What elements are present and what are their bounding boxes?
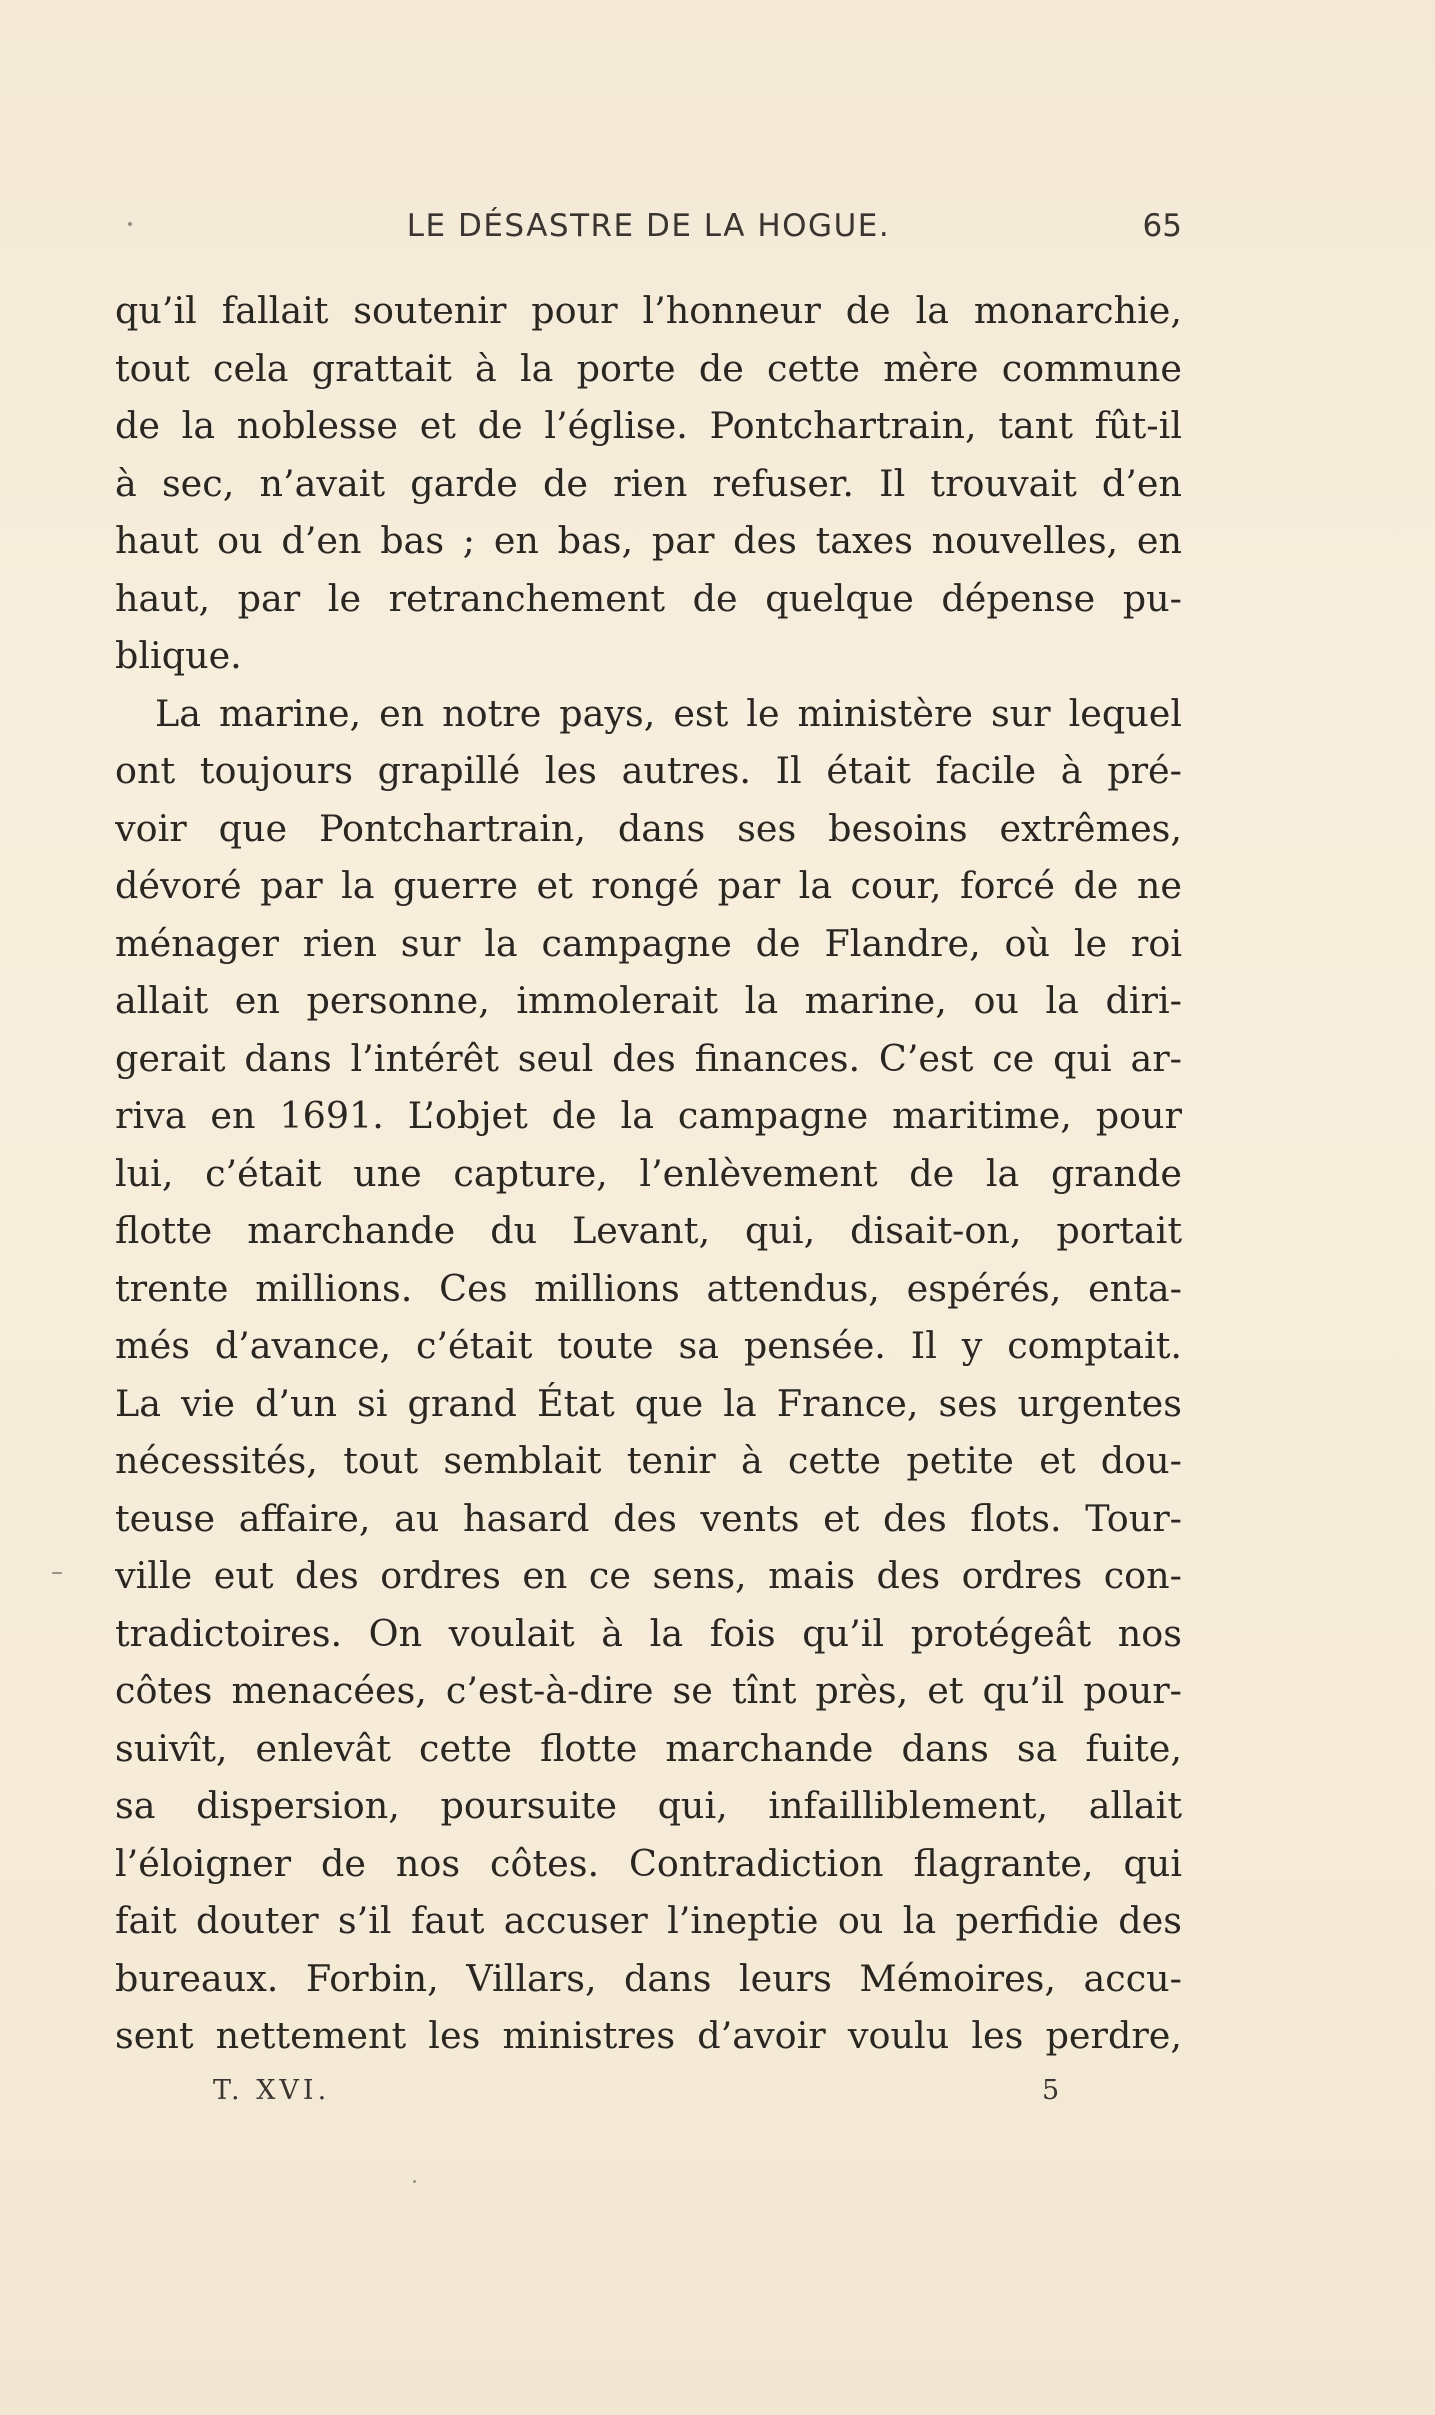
text-line: teuse affaire, au hasard des vents et des flots. Tour- xyxy=(115,1496,1182,1540)
text-line: haut, par le retranchement de quelque dépense pu- xyxy=(115,576,1182,620)
text-line: flotte marchande du Levant, qui, disait-on, portait xyxy=(115,1209,1182,1252)
text-line: bureaux. Forbin, Villars, dans leurs Mémoires, accu- xyxy=(115,1956,1182,2000)
text-line: dévoré par la guerre et rongé par la cour, forcé de ne xyxy=(115,864,1182,907)
text-line: l’éloigner de nos côtes. Contradiction flagrante, qui xyxy=(115,1841,1182,1885)
paragraph-start-line: La marine, en notre pays, est le ministère sur lequel xyxy=(155,691,1182,735)
paper-speck xyxy=(128,222,132,226)
volume-signature: T. XVI. xyxy=(213,2075,331,2106)
text-line: sa dispersion, poursuite qui, infailliblement, allait xyxy=(115,1784,1182,1827)
text-line: La vie d’un si grand État que la France, ses urgentes xyxy=(115,1381,1182,1425)
text-line: côtes menacées, c’est-à-dire se tînt près, et qu’il pour- xyxy=(115,1669,1182,1712)
text-line: riva en 1691. L’objet de la campagne maritime, pour xyxy=(115,1094,1182,1137)
paper-speck xyxy=(52,1572,62,1574)
running-head xyxy=(115,208,1182,258)
page-footer xyxy=(115,2075,1182,2115)
text-line: haut ou d’en bas ; en bas, par des taxes nouvelles, en xyxy=(115,519,1182,562)
paper-speck xyxy=(413,2180,416,2183)
sheet-signature: 5 xyxy=(1042,2075,1060,2106)
text-line: tout cela grattait à la porte de cette mère commune xyxy=(115,346,1182,390)
text-line: ménager rien sur la campagne de Flandre, où le roi xyxy=(115,921,1182,965)
text-line: de la noblesse et de l’église. Pontchartrain, tant fût-il xyxy=(115,404,1182,447)
text-line: allait en personne, immolerait la marine, ou la diri- xyxy=(115,979,1182,1022)
running-title: LE DÉSASTRE DE LA HOGUE. xyxy=(406,208,891,244)
text-line: fait douter s’il faut accuser l’ineptie ou la perfidie des xyxy=(115,1899,1182,1942)
text-line: voir que Pontchartrain, dans ses besoins extrêmes, xyxy=(115,806,1182,850)
text-line: trente millions. Ces millions attendus, espérés, enta- xyxy=(115,1266,1182,1310)
text-line: qu’il fallait soutenir pour l’honneur de la monarchie, xyxy=(115,289,1182,332)
text-line: ont toujours grapillé les autres. Il était facile à pré- xyxy=(115,749,1182,792)
text-line: gerait dans l’intérêt seul des finances. C’est ce qui ar- xyxy=(115,1036,1182,1080)
body-text xyxy=(115,282,1182,2065)
text-line: suivît, enlevât cette flotte marchande dans sa fuite, xyxy=(115,1726,1182,1770)
text-line: sent nettement les ministres d’avoir voulu les perdre, xyxy=(115,2014,1182,2057)
text-line: lui, c’était une capture, l’enlèvement de la grande xyxy=(115,1151,1182,1195)
text-line: blique. xyxy=(115,634,242,677)
text-line: à sec, n’avait garde de rien refuser. Il trouvait d’en xyxy=(115,461,1182,505)
page-number: 65 xyxy=(1142,208,1182,244)
text-line: ville eut des ordres en ce sens, mais des ordres con- xyxy=(115,1554,1182,1597)
text-line: nécessités, tout semblait tenir à cette petite et dou- xyxy=(115,1439,1182,1482)
text-line: tradictoires. On voulait à la fois qu’il protégeât nos xyxy=(115,1611,1182,1655)
text-line: més d’avance, c’était toute sa pensée. Il y comptait. xyxy=(115,1324,1182,1367)
